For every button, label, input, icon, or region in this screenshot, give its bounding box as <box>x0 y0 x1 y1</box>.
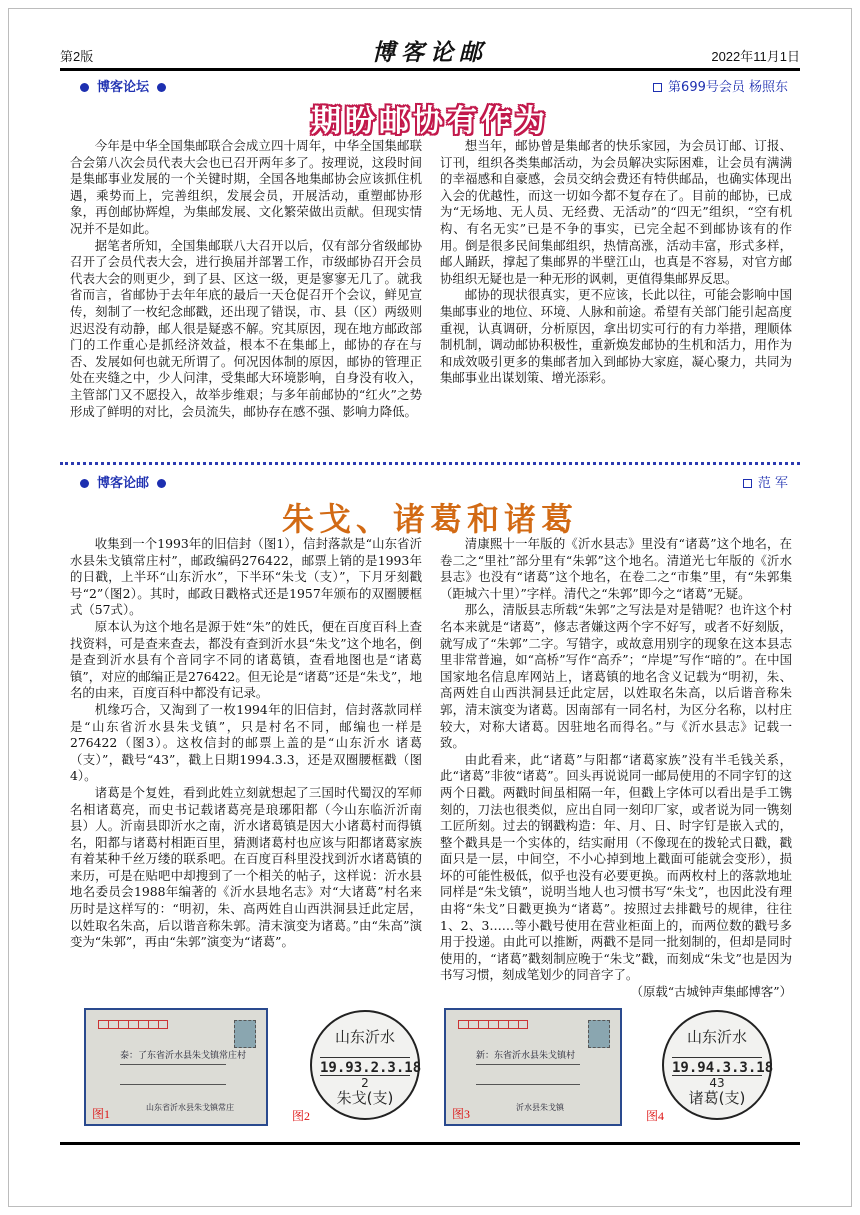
square-icon <box>743 479 752 488</box>
postmark-date: 19.94.3.3.18 <box>672 1057 762 1076</box>
article1-col-left <box>70 138 422 458</box>
paragraph: 由此看来，此“诸葛”与阳都“诸葛家族”没有半毛钱关系，此“诸葛”非彼“诸葛”。回头再说说同一邮局使用的不同字钉的这两个日戳。两戳时间虽相隔一年，但戳上字体可以看出是手工镌刻的，刀法也很类似，应出自同一刻印厂家，或者说为同一镌刻工匠所刻。过去的钢戳构造：年、月、日、时字钉是嵌入式的，整个戳具是一个实体的，结实耐用（不像现在的拨轮式日戳，戳面只是一层，中间空，不小心掉到地上戳面可能就会变形），损坏的可能性极低，似乎也没有必要更换。而两枚村上的落款地址同样是“朱戈镇”，说明当地人也习惯书写“朱戈”，也因此没有理由将“朱戈”日戳更换为“诸葛”。按照过去排戳号的规律，往往1、2、3……等小戳号使用在营业柜面上的，而两位数的戳号多用于投递。由此可以推断，两戳不是同一批刻制的，但却是同时使用的，“诸葛”戳刻制应晚于“朱戈”戳，而刻成“朱戈”也是因为书写习惯，刻成笔划少的同音字了。 <box>440 751 792 983</box>
figure-caption: 图1 <box>92 1107 111 1121</box>
masthead: 博客论邮 <box>372 39 488 66</box>
article1-byline: 第699号会员 杨照东 <box>653 76 788 95</box>
address-line <box>120 1064 226 1065</box>
figure-2-postmark-photo <box>292 1008 432 1126</box>
figure-strip <box>80 1008 780 1128</box>
address-line <box>476 1064 580 1065</box>
postcode-boxes <box>458 1020 528 1029</box>
figure-caption: 图2 <box>292 1109 311 1123</box>
postmark-number: 2 <box>361 1076 369 1090</box>
postmark-top-ring: 山东沂水 <box>686 1028 747 1046</box>
envelope-address: 泰：了东省沂水县朱戈镇常庄村 <box>120 1051 247 1061</box>
bullet-icon <box>157 479 166 488</box>
figure-caption: 图4 <box>646 1109 665 1123</box>
article2-title: 朱戈、诸葛和诸葛 <box>281 500 578 538</box>
stamp <box>234 1020 256 1048</box>
edition-label: 第2版 <box>60 49 94 64</box>
square-icon <box>653 83 662 92</box>
article2-col-right <box>440 536 792 998</box>
postmark-bottom-ring: 诸葛(支) <box>688 1089 746 1107</box>
envelope-address: 新：东省沂水县朱戈镇村 <box>476 1051 576 1061</box>
source-note: （原载“古城钟声集邮博客”） <box>630 984 792 998</box>
paragraph: 原本认为这个地名是源于姓“朱”的姓氏，便在百度百科上查找资料，可是查来查去，都没有查到沂水县“朱戈”这个地名，倒是查到沂水县有个音同字不同的诸葛镇，查看地图也是“诸葛镇”，对应的邮编正是276422。但无论是“诸葛”还是“朱戈”，地名的由来，百度百科中都没有记录。 <box>70 618 422 701</box>
article2-byline: 范 军 <box>743 472 788 491</box>
postcode-boxes <box>98 1020 168 1029</box>
paragraph: 清康熙十一年版的《沂水县志》里没有“诸葛”这个地名，在卷二之“里社”部分里有“朱郭”这个地名。清道光七年版的《沂水县志》也没有“诸葛”这个地名，在卷二之“市集”里，有“朱郭集（距城六十里）”字样。清代之“朱郭”即今之“诸葛”无疑。 <box>440 536 792 601</box>
paragraph: 机缘巧合，又淘到了一枚1994年的旧信封，信封落款同样是“山东省沂水县朱戈镇”，只是村名不同，邮编也一样是276422（图3）。这枚信封的邮票上盖的是“山东沂水 诸葛（支）”，戳号“43”，戳上日期1994.3.3，还是双圈腰框戳（图4）。 <box>70 701 422 784</box>
footer-rule <box>60 1142 800 1145</box>
header-rule <box>60 68 800 71</box>
article1-column-label: 博客论坛 <box>72 76 174 95</box>
figure-3-envelope <box>444 1008 622 1126</box>
postmark <box>310 1010 420 1120</box>
postmark-bottom-ring: 朱戈(支) <box>336 1089 394 1107</box>
article2-col-left <box>70 536 422 998</box>
stamp <box>588 1020 610 1048</box>
paragraph: 诸葛是个复姓，看到此姓立刻就想起了三国时代蜀汉的军师名相诸葛亮，而史书记载诸葛亮是琅琊阳都（今山东临沂沂南县）人。沂南县即沂水之南，沂水诸葛镇是因大小诸葛村而得镇名，阳都与诸葛村相距百里，猜测诸葛村也应该与阳都诸葛家族有着某种千丝万缕的联系吧。在百度百科里没找到沂水诸葛镇的来历，可是在贴吧中却搜到了一个相关的帖子，这样说：沂水县地名委员会1988年编著的《沂水县地名志》对“大诸葛”村名来历时是这样写的：“明初，朱、高两姓自山西洪洞县迁此定居，以姓取名朱高，后以谐音称朱郭。清末演变为诸葛。”由“朱高”演变为“朱郭”，再由“朱郭”演变为“诸葛”。 <box>70 784 422 950</box>
postmark <box>662 1010 772 1120</box>
paragraph: 据笔者所知，全国集邮联八大召开以后，仅有部分省级邮协召开了会员代表大会，进行换届并部署工作，市级邮协召开会员代表大会的则更少，到了县、区这一级，更是寥寥无几了。就我省而言，省邮协于去年年底的最后一天仓促召开个会议，鲜见宣传，刻制了一枚纪念邮戳，还出现了错误，市、县（区）两级则迟迟没有动静，邮人很是疑惑不解。究其原因，现在地方邮政部门的工作重心是抓经济效益，根本不在集邮上，邮协的存在与否、发展如何也就无所谓了。何况因体制的原因，邮协的管理正处在夹缝之中，少人问津，受集邮大环境影响，自身没有收入，主管部门又不愿投入，故举步维艰；与多年前邮协的“红火”之势形成了鲜明的对比，会员流失，邮协存在感不强、影响力降低。 <box>70 237 422 419</box>
paragraph: 收集到一个1993年的旧信封（图1），信封落款是“山东省沂水县朱戈镇常庄村”，邮政编码276422，邮票上销的是1993年的日戳，上半环“山东沂水”，下半环“朱戈（支）”，下月牙刻戳号“2”（图2）。其时，邮政日戳格式还是1957年颁布的双圈腰框式（57式）。 <box>70 536 422 618</box>
issue-date: 2022年11月1日 <box>711 49 800 64</box>
postmark-date: 19.93.2.3.18 <box>320 1057 410 1076</box>
article2-body <box>70 536 792 998</box>
address-line <box>120 1084 226 1085</box>
postmark-top-ring: 山东沂水 <box>334 1028 395 1046</box>
address-line <box>476 1084 580 1085</box>
envelope-sender: 山东省沂水县朱戈镇常庄 <box>146 1103 234 1112</box>
article1-title: 期盼邮协有作为 <box>311 104 549 139</box>
article2-column-label: 博客论邮 <box>72 472 174 491</box>
paragraph: 今年是中华全国集邮联合会成立四十周年，中华全国集邮联合会第八次会员代表大会也已召开两年多了。按理说，这段时间是集邮事业发展的一个关键时期，全国各地集邮协会应该抓住机遇，乘势而上，完善组织，发展会员，开展活动，重塑邮协形象，再创邮协辉煌，为集邮发展、文化繁荣做出贡献。但现实情况并不是如此。 <box>70 138 422 236</box>
bullet-icon <box>80 83 89 92</box>
page-header <box>60 30 800 70</box>
section-divider <box>60 462 800 465</box>
postmark-number: 43 <box>709 1076 725 1090</box>
article1-body <box>70 138 792 458</box>
bullet-icon <box>80 479 89 488</box>
figure-4-postmark-photo <box>646 1008 780 1126</box>
article1-col-right <box>440 138 792 458</box>
paragraph: 那么，清版县志所载“朱郭”之写法是对是错呢？也许这个村名本来就是“诸葛”，修志者嫌这两个字不好写，或者不好刻版，就写成了“朱郭”二字。写错字，或故意用别字的现象在这本县志里非常普遍，如“高桥”写作“高乔”；“岸堤”写作“暗的”。在中国国家地名信息库网站上，诸葛镇的地名含义记载为“明初，朱、高两姓自山西洪洞县迁此定居，以姓取名朱高，以后谐音称朱郭，清末演变为诸葛。因南部有一同名村，为区分名称，以村庄较大，对称大诸葛。因驻地名而得名。”与《沂水县志》记载一致。 <box>440 602 792 751</box>
paragraph: 想当年，邮协曾是集邮者的快乐家园，为会员订邮、订报、订刊，组织各类集邮活动，为会员解决实际困难，让会员有满满的幸福感和自豪感，会员交纳会费还有特供邮品，也确实体现出入会的优越性，而这一切如今都不复存在了。目前的邮协，已成为“无场地、无人员、无经费、无活动”的“四无”组织，“空有机构、有名无实”已是不争的事实，已完全起不到邮协该有的作用。倒是很多民间集邮组织，热情高涨，活动丰富，形式多样，邮人踊跃，撑起了集邮界的半壁江山，也真是不容易，对官方邮协组织无疑也是一种无形的讽刺，更值得集邮界反思。 <box>440 138 792 286</box>
figure-1-envelope <box>84 1008 268 1126</box>
bullet-icon <box>157 83 166 92</box>
paragraph: 邮协的现状很真实，更不应该，长此以往，可能会影响中国集邮事业的地位、环境、人脉和前途。希望有关部门能引起高度重视，认真调研，分析原因，拿出切实可行的有力举措，理顺体制机制，调动邮协积极性，重新焕发邮协的生机和活力，用作为和成效吸引更多的集邮者加入到邮协大家庭，凝心聚力，共同为集邮事业出谋划策、增光添彩。 <box>440 287 792 386</box>
figure-caption: 图3 <box>452 1107 471 1121</box>
envelope-sender: 沂水县朱戈镇 <box>516 1103 564 1112</box>
